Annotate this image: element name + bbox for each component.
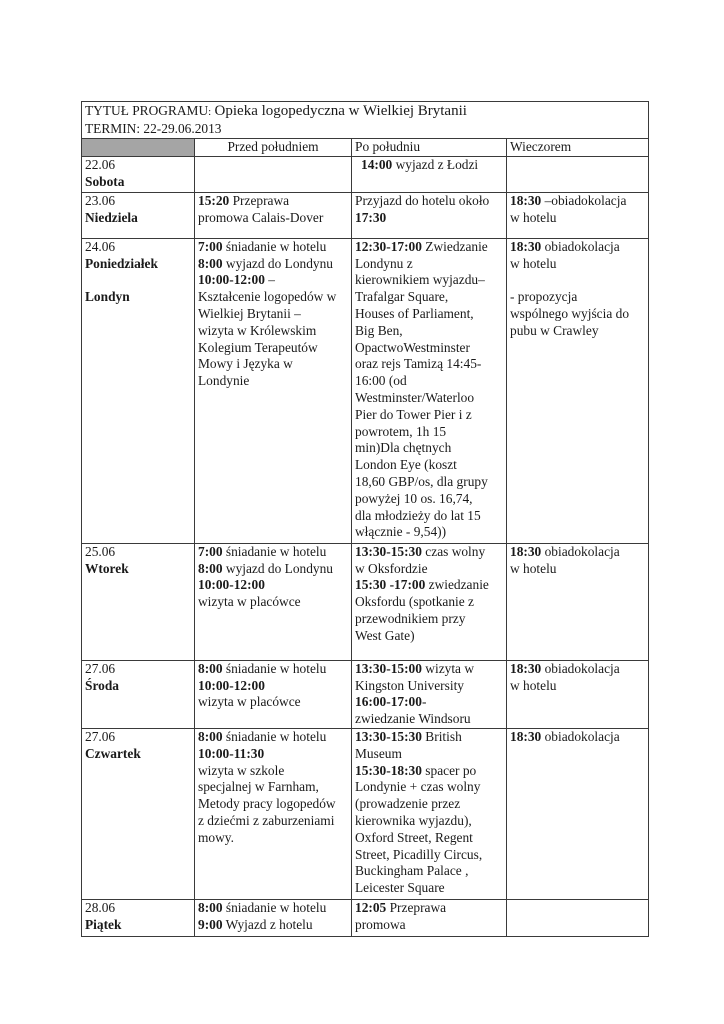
schedule-line <box>355 917 503 934</box>
time-label: 10:00-12:00 <box>198 577 265 593</box>
activity-text: Londynie + czas wolny <box>355 779 481 795</box>
schedule-line <box>198 917 348 934</box>
time-label: 9:00 <box>198 916 223 932</box>
activity-text: Pier do Tower Pier i z <box>355 406 472 422</box>
schedule-table <box>81 101 649 937</box>
schedule-line <box>510 544 645 561</box>
day-name: Wtorek <box>85 560 129 576</box>
schedule-line <box>355 628 503 645</box>
activity-text: powyżej 10 os. 16,74, <box>355 490 473 506</box>
day-name: Środa <box>85 677 119 693</box>
schedule-line <box>355 373 503 390</box>
schedule-line <box>198 544 348 561</box>
activity-text: Metody pracy logopedów <box>198 796 336 812</box>
activity-text: promowa Calais-Dover <box>198 209 324 225</box>
schedule-line <box>355 524 503 541</box>
activity-text: oraz rejs Tamizą 14:45- <box>355 356 482 372</box>
schedule-line <box>355 340 503 357</box>
activity-text: obiadokolacja <box>541 238 620 254</box>
activity-text: śniadanie w hotelu <box>222 543 327 559</box>
time-label: 8:00 <box>198 728 223 744</box>
time-label: 8:00 <box>198 255 223 271</box>
afternoon-cell <box>352 156 507 192</box>
schedule-line <box>355 508 503 525</box>
time-label: 8:00 <box>198 899 223 915</box>
activity-text: przewodnikiem przy <box>355 610 466 626</box>
activity-text: kierownika wyjazdu), <box>355 812 472 828</box>
program-colon: : <box>208 106 212 118</box>
schedule-line <box>355 880 503 897</box>
activity-text: promowa <box>355 916 406 932</box>
schedule-line <box>510 561 645 578</box>
activity-text: Street, Picadilly Circus, <box>355 846 483 862</box>
afternoon-cell <box>352 899 507 936</box>
schedule-line <box>198 694 348 711</box>
activity-text: w hotelu <box>510 255 557 271</box>
activity-text: Przeprawa <box>229 192 290 208</box>
day-cell <box>82 238 195 543</box>
day-date: 24.06 <box>85 238 116 254</box>
schedule-line <box>355 694 503 711</box>
schedule-line <box>355 711 503 728</box>
day-row <box>82 899 649 936</box>
column-header-row <box>82 139 649 157</box>
activity-text: dla młodzieży do lat 15 <box>355 507 481 523</box>
time-label: 17:30 <box>355 209 387 225</box>
activity-text: Kolegium Terapeutów <box>198 339 318 355</box>
schedule-line <box>355 491 503 508</box>
schedule-line <box>355 779 503 796</box>
header-blank-cell <box>82 139 195 157</box>
day-name: Niedziela <box>85 209 138 225</box>
schedule-line <box>198 779 348 796</box>
schedule-line <box>355 900 503 917</box>
activity-text: z dziećmi z zaburzeniami <box>198 812 335 828</box>
activity-text: Buckingham Palace , <box>355 863 469 879</box>
header-evening: Wieczorem <box>507 139 649 157</box>
day-city: Londyn <box>85 289 130 305</box>
time-label: 12:30-17:00 <box>355 238 422 254</box>
activity-text: Przyjazd do hotelu około <box>355 192 490 208</box>
schedule-line <box>355 830 503 847</box>
schedule-line <box>198 577 348 594</box>
day-row <box>82 192 649 238</box>
activity-text: Big Ben, <box>355 322 403 338</box>
day-name: Czwartek <box>85 745 141 761</box>
activity-text: West Gate) <box>355 627 415 643</box>
activity-text: zwiedzanie Windsoru <box>355 711 471 727</box>
schedule-line <box>355 239 503 256</box>
activity-text: Houses of Parliament, <box>355 305 474 321</box>
evening-cell <box>507 156 649 192</box>
time-label: 13:30-15:00 <box>355 660 422 676</box>
activity-text: w hotelu <box>510 560 557 576</box>
evening-cell <box>507 543 649 660</box>
day-cell <box>82 192 195 238</box>
term-text: TERMIN: 22-29.06.2013 <box>85 120 222 136</box>
schedule-line <box>510 729 645 746</box>
schedule-line <box>361 157 503 174</box>
spacer <box>510 272 645 289</box>
activity-text: Londynu z <box>355 255 413 271</box>
schedule-line <box>198 763 348 780</box>
activity-text: wizyta w <box>421 660 475 676</box>
time-label: 8:00 <box>198 660 223 676</box>
time-label: 18:30 <box>510 238 542 254</box>
evening-cell <box>507 192 649 238</box>
activity-text: Trafalgar Square, <box>355 289 449 305</box>
morning-cell <box>195 728 352 899</box>
spacer <box>85 272 191 289</box>
schedule-line <box>198 210 348 227</box>
schedule-line <box>355 611 503 628</box>
time-label: 12:05 <box>355 899 387 915</box>
activity-text: wspólnego wyjścia do <box>510 305 630 321</box>
schedule-line <box>355 193 503 210</box>
schedule-line <box>355 424 503 441</box>
schedule-line <box>355 678 503 695</box>
schedule-line <box>510 306 645 323</box>
time-label: 15:30-18:30 <box>355 762 422 778</box>
schedule-line <box>510 256 645 273</box>
morning-cell <box>195 899 352 936</box>
schedule-line <box>198 678 348 695</box>
activity-text: śniadanie w hotelu <box>222 899 327 915</box>
day-date: 27.06 <box>85 728 116 744</box>
schedule-line <box>355 289 503 306</box>
activity-text: – <box>264 272 275 288</box>
schedule-line <box>355 356 503 373</box>
activity-text: wizyta w placówce <box>198 594 301 610</box>
schedule-line <box>355 390 503 407</box>
activity-text: 16:00 (od <box>355 373 407 389</box>
schedule-line <box>355 474 503 491</box>
activity-text: Zwiedzanie <box>421 238 488 254</box>
activity-text: wyjazd do Londynu <box>222 560 333 576</box>
time-label: 18:30 <box>510 543 542 559</box>
activity-text: kierownikiem wyjazdu– <box>355 272 485 288</box>
activity-text: Museum <box>355 745 402 761</box>
schedule-line <box>198 373 348 390</box>
activity-text: obiadokolacja <box>541 728 620 744</box>
schedule-line <box>198 272 348 289</box>
schedule-line <box>198 594 348 611</box>
schedule-line <box>198 306 348 323</box>
day-date: 22.06 <box>85 156 116 172</box>
time-label: 18:30 <box>510 728 542 744</box>
schedule-line <box>355 561 503 578</box>
activity-text: Mowy i Języka w <box>198 356 293 372</box>
schedule-line <box>355 594 503 611</box>
schedule-line <box>355 661 503 678</box>
morning-cell <box>195 543 352 660</box>
activity-text: Kingston University <box>355 677 464 693</box>
activity-text: –obiadokolacja <box>541 192 627 208</box>
schedule-line <box>355 256 503 273</box>
time-label: 7:00 <box>198 238 223 254</box>
activity-text: obiadokolacja <box>541 543 620 559</box>
morning-cell <box>195 192 352 238</box>
schedule-line <box>355 796 503 813</box>
schedule-line <box>198 729 348 746</box>
afternoon-cell <box>352 660 507 728</box>
day-date: 25.06 <box>85 543 116 559</box>
schedule-line <box>198 193 348 210</box>
day-name: Piątek <box>85 916 122 932</box>
activity-text: - <box>421 694 427 710</box>
activity-text: w hotelu <box>510 209 557 225</box>
time-label: 10:00-12:00 <box>198 272 265 288</box>
time-label: 8:00 <box>198 560 223 576</box>
day-cell <box>82 899 195 936</box>
activity-text: Przeprawa <box>386 899 447 915</box>
program-label: TYTUŁ PROGRAMU <box>85 103 209 118</box>
schedule-page <box>81 101 648 937</box>
day-date: 23.06 <box>85 192 116 208</box>
time-label: 10:00-11:30 <box>198 745 265 761</box>
time-label: 18:30 <box>510 660 542 676</box>
day-row <box>82 238 649 543</box>
day-name: Poniedziałek <box>85 255 158 271</box>
activity-text: w Oksfordzie <box>355 560 428 576</box>
schedule-line <box>198 256 348 273</box>
activity-text: spacer po <box>421 762 477 778</box>
time-label: 13:30-15:30 <box>355 543 422 559</box>
schedule-line <box>355 863 503 880</box>
schedule-line <box>198 661 348 678</box>
header-before-noon: Przed południem <box>195 139 352 157</box>
schedule-line <box>510 239 645 256</box>
activity-text: British <box>421 728 462 744</box>
activity-text: zwiedzanie <box>425 577 489 593</box>
activity-text: wizyta w szkole <box>198 762 285 778</box>
schedule-line <box>355 323 503 340</box>
schedule-line <box>355 210 503 227</box>
day-row <box>82 543 649 660</box>
afternoon-cell <box>352 543 507 660</box>
schedule-line <box>198 323 348 340</box>
schedule-line <box>198 746 348 763</box>
morning-cell <box>195 238 352 543</box>
activity-text: wyjazd z Łodzi <box>392 156 479 172</box>
afternoon-cell <box>352 238 507 543</box>
activity-text: mowy. <box>198 829 234 845</box>
activity-text: specjalnej w Farnham, <box>198 779 319 795</box>
schedule-line <box>198 356 348 373</box>
schedule-line <box>355 763 503 780</box>
time-label: 15:20 <box>198 192 230 208</box>
day-cell <box>82 156 195 192</box>
activity-text: czas wolny <box>421 543 486 559</box>
schedule-line <box>510 210 645 227</box>
morning-cell <box>195 156 352 192</box>
schedule-line <box>355 440 503 457</box>
activity-text: w hotelu <box>510 677 557 693</box>
schedule-line <box>355 847 503 864</box>
activity-text: śniadanie w hotelu <box>222 728 327 744</box>
schedule-line <box>198 289 348 306</box>
time-label: 10:00-12:00 <box>198 677 265 693</box>
activity-text: Oksfordu (spotkanie z <box>355 594 474 610</box>
evening-cell <box>507 899 649 936</box>
schedule-line <box>355 577 503 594</box>
activity-text: London Eye (koszt <box>355 457 457 473</box>
time-label: 18:30 <box>510 192 542 208</box>
title-row <box>82 102 649 139</box>
day-row <box>82 156 649 192</box>
schedule-line <box>198 561 348 578</box>
schedule-line <box>355 407 503 424</box>
time-label: 13:30-15:30 <box>355 728 422 744</box>
afternoon-cell <box>352 728 507 899</box>
time-label: 16:00-17:00 <box>355 694 422 710</box>
day-date: 28.06 <box>85 899 116 915</box>
schedule-line <box>510 323 645 340</box>
activity-text: Oxford Street, Regent <box>355 829 473 845</box>
schedule-line <box>355 544 503 561</box>
schedule-line <box>355 272 503 289</box>
schedule-line <box>355 306 503 323</box>
day-cell <box>82 728 195 899</box>
schedule-line <box>198 813 348 830</box>
activity-text: pubu w Crawley <box>510 322 599 338</box>
activity-text: Wyjazd z hotelu <box>222 916 313 932</box>
activity-text: (prowadzenie przez <box>355 796 461 812</box>
activity-text: Leicester Square <box>355 880 445 896</box>
activity-text: Londynie <box>198 373 250 389</box>
activity-text: Kształcenie logopedów w <box>198 289 337 305</box>
schedule-line <box>198 340 348 357</box>
day-row <box>82 660 649 728</box>
activity-text: 18,60 GBP/os, dla grupy <box>355 473 488 489</box>
program-name: Opieka logopedyczna w Wielkiej Brytanii <box>214 103 467 119</box>
evening-cell <box>507 660 649 728</box>
schedule-line <box>510 289 645 306</box>
schedule-line <box>355 813 503 830</box>
schedule-line <box>355 729 503 746</box>
day-cell <box>82 543 195 660</box>
activity-text: min)Dla chętnych <box>355 440 452 456</box>
evening-cell <box>507 238 649 543</box>
schedule-line <box>355 746 503 763</box>
schedule-line <box>198 796 348 813</box>
activity-text: wizyta w placówce <box>198 694 301 710</box>
time-label: 15:30 -17:00 <box>355 577 426 593</box>
day-date: 27.06 <box>85 660 116 676</box>
schedule-line <box>510 678 645 695</box>
schedule-line <box>510 193 645 210</box>
schedule-line <box>198 239 348 256</box>
activity-text: włącznie - 9,54)) <box>355 524 447 540</box>
activity-text: Wielkiej Brytanii – <box>198 305 301 321</box>
day-name: Sobota <box>85 173 125 189</box>
schedule-line <box>198 900 348 917</box>
schedule-line <box>355 457 503 474</box>
evening-cell <box>507 728 649 899</box>
day-cell <box>82 660 195 728</box>
schedule-line <box>198 830 348 847</box>
activity-text: wizyta w Królewskim <box>198 322 317 338</box>
time-label: 7:00 <box>198 543 223 559</box>
day-row <box>82 728 649 899</box>
activity-text: OpactwoWestminster <box>355 339 470 355</box>
header-afternoon: Po południu <box>352 139 507 157</box>
program-header <box>82 102 649 139</box>
morning-cell <box>195 660 352 728</box>
activity-text: obiadokolacja <box>541 660 620 676</box>
schedule-line <box>510 661 645 678</box>
time-label: 14:00 <box>361 156 393 172</box>
activity-text: śniadanie w hotelu <box>222 238 327 254</box>
activity-text: - propozycja <box>510 289 578 305</box>
activity-text: powrotem, 1h 15 <box>355 423 447 439</box>
afternoon-cell <box>352 192 507 238</box>
activity-text: Westminster/Waterloo <box>355 389 475 405</box>
activity-text: wyjazd do Londynu <box>222 255 333 271</box>
activity-text: śniadanie w hotelu <box>222 660 327 676</box>
